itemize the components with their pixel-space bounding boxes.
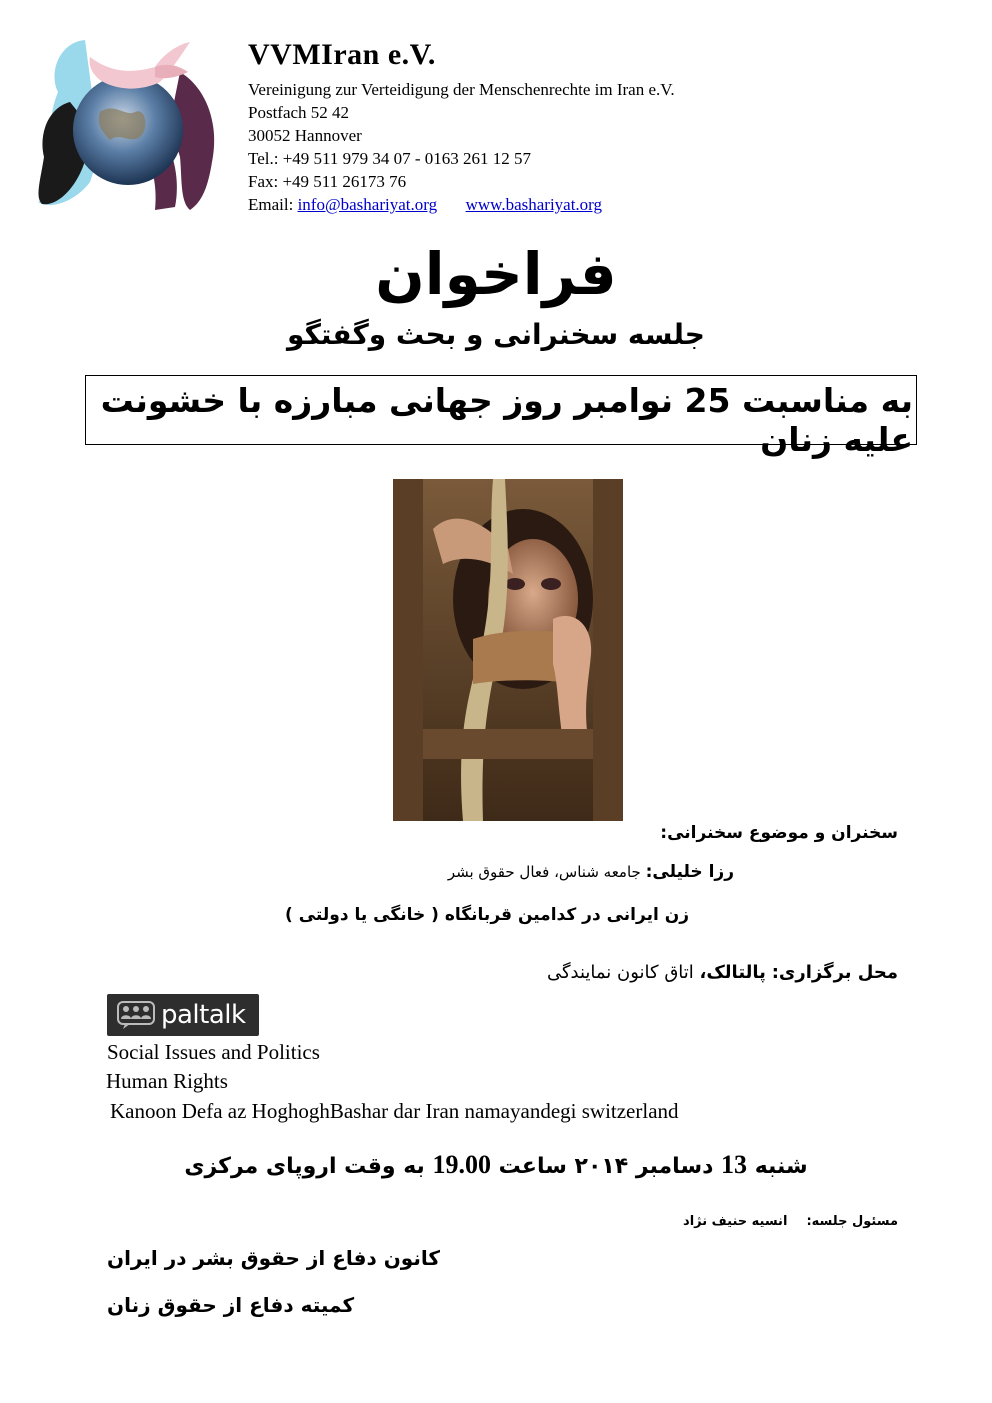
paltalk-category: Social Issues and Politics <box>107 1040 320 1064</box>
fax: Fax: +49 511 26173 76 <box>248 172 407 191</box>
talk-topic: زن ایرانی در کدامین قربانگاه ( خانگی یا دولتی ) <box>285 905 689 925</box>
paltalk-room-name: Kanoon Defa az HoghoghBashar dar Iran namayandegi switzerland <box>110 1099 679 1123</box>
schedule-date-day: 13 <box>721 1150 748 1179</box>
poster-photo <box>393 479 623 821</box>
people-chat-icon <box>117 1000 155 1030</box>
speaker-line <box>448 862 734 882</box>
organizer-1: کانون دفاع از حقوق بشر در ایران <box>107 1246 440 1270</box>
organization-logo <box>30 32 225 217</box>
event-schedule <box>0 1150 992 1180</box>
organizer-2: کمیته دفاع از حقوق زنان <box>107 1293 355 1317</box>
page-title: فراخوان <box>375 240 617 308</box>
schedule-month-year: دسامبر ۲۰۱۴ ساعت <box>498 1154 714 1179</box>
speakers-heading: سخنران و موضوع سخنرانی: <box>660 823 898 843</box>
email-label: Email: <box>248 195 294 214</box>
website-link[interactable]: www.bashariyat.org <box>465 195 603 214</box>
venue-room: اتاق کانون نمایندگی <box>546 962 694 983</box>
org-full-name: Vereinigung zur Verteidigung der Menschenrechte im Iran e.V. <box>248 80 675 99</box>
speaker-name: رزا خلیلی: <box>645 862 734 882</box>
postfach: Postfach 52 42 <box>248 103 350 122</box>
organization-header <box>248 38 948 216</box>
paltalk-logo <box>107 994 259 1036</box>
org-name: VVMIran e.V. <box>248 38 436 71</box>
telephone: Tel.: +49 511 979 34 07 - 0163 261 12 57 <box>248 149 532 168</box>
venue-platform: پالتالک، <box>699 962 766 983</box>
venue-line <box>547 962 898 983</box>
paltalk-logo-text: paltalk <box>161 1000 246 1030</box>
schedule-time: 19.00 <box>432 1150 491 1179</box>
email-line <box>248 193 948 216</box>
venue-label: محل برگزاری: <box>771 962 898 983</box>
speaker-role: جامعه شناس، فعال حقوق بشر <box>447 863 641 881</box>
session-manager-label: مسئول جلسه: <box>806 1214 898 1229</box>
page-subtitle: جلسه سخنرانی و بحث وگفتگو <box>287 318 705 351</box>
session-manager <box>683 1214 898 1229</box>
session-manager-name: انسیه حنیف نژاد <box>683 1214 788 1229</box>
email-link[interactable]: info@bashariyat.org <box>297 195 438 214</box>
paltalk-subcategory: Human Rights <box>106 1069 228 1093</box>
city: 30052 Hannover <box>248 126 362 145</box>
occasion-text: به مناسبت 25 نوامبر روز جهانی مبارزه با خشونت علیه زنان <box>100 381 913 459</box>
schedule-day: شنبه <box>754 1154 808 1179</box>
schedule-timezone: به وقت اروپای مرکزی <box>184 1154 425 1179</box>
